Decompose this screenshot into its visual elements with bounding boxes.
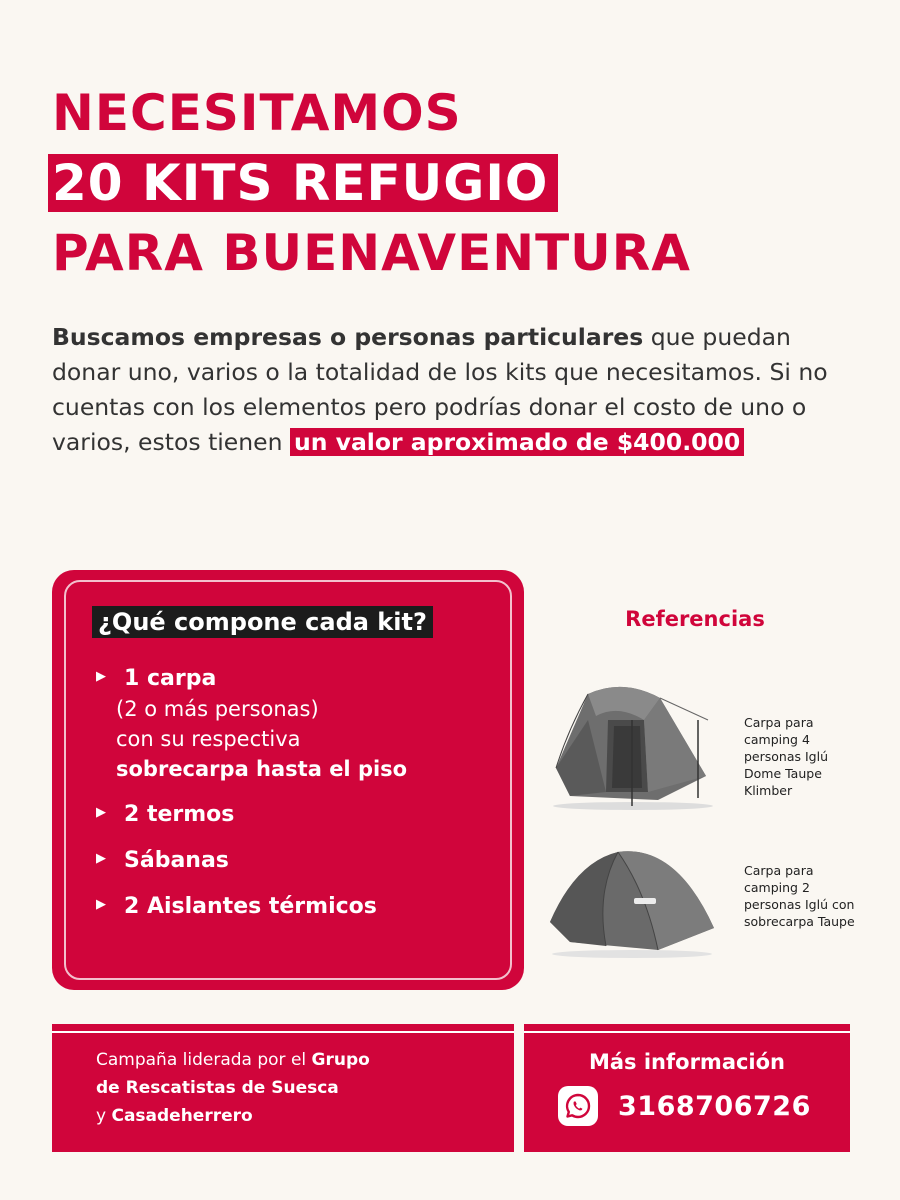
headline-line-2: 20 KITS REFUGIO	[48, 154, 558, 212]
kit-item-aislantes	[94, 892, 504, 922]
phone-number[interactable]: 3168706726	[618, 1090, 811, 1122]
footer-contact-panel	[524, 1024, 850, 1152]
triangle-right-icon: ▶	[96, 669, 106, 684]
kit-item-label: 1 carpa	[124, 666, 217, 691]
kit-item-label: 2 termos	[124, 802, 235, 827]
campaign-credit	[96, 1046, 496, 1130]
triangle-right-icon: ▶	[96, 805, 106, 820]
kit-item-sub-3-bold: sobrecarpa hasta el piso	[116, 757, 408, 781]
footer-campaign-panel	[52, 1024, 514, 1152]
triangle-right-icon: ▶	[96, 897, 106, 912]
reference-caption-1: Carpa para camping 4 personas Iglú Dome Taupe Klimber	[744, 715, 829, 798]
campaign-prefix: Campaña liderada por el	[96, 1050, 312, 1070]
headline	[52, 78, 872, 288]
kit-item-sub-2: con su respectiva	[116, 727, 301, 751]
intro-value-highlight: un valor aproximado de $400.000	[290, 428, 744, 456]
triangle-right-icon: ▶	[96, 851, 106, 866]
footer-divider	[52, 1031, 514, 1033]
phone-row[interactable]	[558, 1086, 811, 1126]
connector: y	[96, 1106, 112, 1126]
kit-item-sub-1: (2 o más personas)	[116, 697, 319, 721]
headline-line-2-row	[52, 148, 872, 218]
kit-item-sub-3	[116, 754, 504, 784]
partner-name: Casadeherrero	[111, 1106, 253, 1126]
tent-4-person-image	[548, 680, 718, 812]
kit-item-sabanas	[94, 846, 504, 876]
group-name-2: de Rescatistas de Suesca	[96, 1078, 339, 1098]
kit-item-label: Sábanas	[124, 848, 229, 873]
kit-item-label: 2 Aislantes térmicos	[124, 894, 377, 919]
headline-line-1: NECESITAMOS	[52, 84, 462, 142]
kit-item-carpa	[94, 664, 504, 784]
kit-item-termos	[94, 800, 504, 830]
tent-2-person-image	[546, 842, 718, 960]
more-info-label: Más información	[588, 1050, 786, 1074]
headline-line-3: PARA BUENAVENTURA	[52, 224, 691, 282]
kit-contents-box	[52, 570, 524, 990]
kit-title: ¿Qué compone cada kit?	[92, 606, 433, 638]
intro-paragraph	[52, 320, 852, 460]
references-title: Referencias	[625, 607, 765, 631]
whatsapp-icon[interactable]	[558, 1086, 598, 1126]
kit-list	[94, 664, 504, 938]
intro-body: que puedan donar uno, varios o la totalidad de los kits que necesitamos. Si no cuentas con los elementos pero podrías donar el costo de uno o varios, estos tienen	[52, 323, 828, 456]
footer-divider	[524, 1031, 850, 1033]
group-name-1: Grupo	[311, 1050, 370, 1070]
intro-bold-lead: Buscamos empresas o personas particulares	[52, 323, 644, 351]
reference-caption-2: Carpa para camping 2 personas Iglú con sobrecarpa Taupe	[744, 863, 855, 929]
